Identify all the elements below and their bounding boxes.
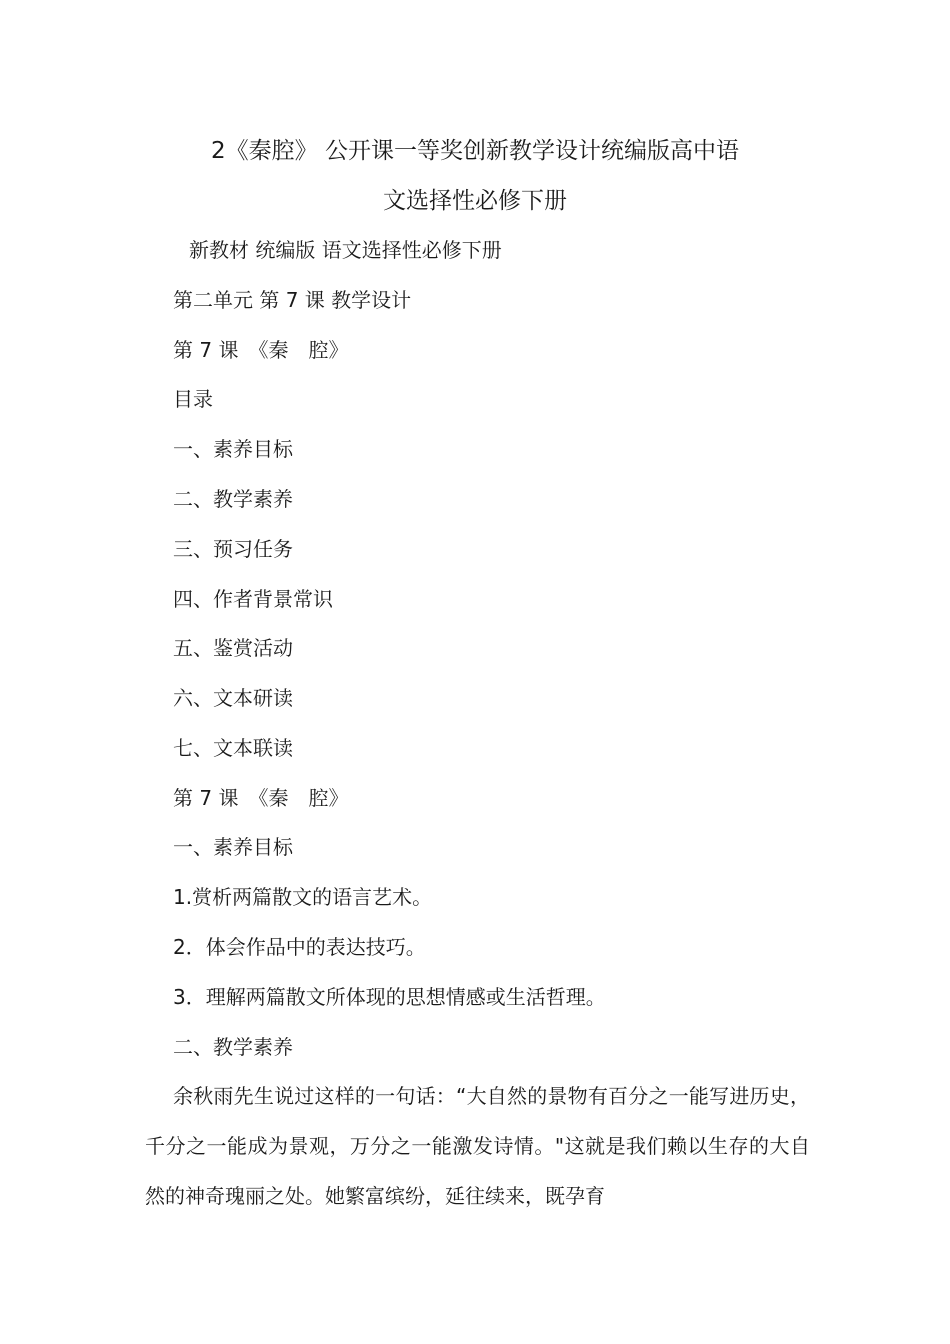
toc-item: 六、文本研读 <box>173 686 293 710</box>
toc-item: 五、鉴赏活动 <box>173 636 293 660</box>
document-title-line-2: 文选择性必修下册 <box>383 188 567 214</box>
lesson-heading-2: 第 7 课 《秦 腔》 <box>173 786 349 810</box>
goal-item: 2．体会作品中的表达技巧。 <box>173 935 426 959</box>
toc-item: 三、预习任务 <box>173 537 293 561</box>
lesson-heading: 第 7 课 《秦 腔》 <box>173 338 349 362</box>
toc-label: 目录 <box>173 387 213 411</box>
toc-item: 四、作者背景常识 <box>173 587 333 611</box>
goal-item: 1.赏析两篇散文的语言艺术。 <box>173 885 433 909</box>
document-subtitle: 新教材 统编版 语文选择性必修下册 <box>189 238 502 262</box>
toc-item: 一、素养目标 <box>173 437 293 461</box>
section-heading: 一、素养目标 <box>173 835 293 859</box>
document-title-line-1: 2《秦腔》 公开课一等奖创新教学设计统编版高中语 <box>211 138 739 164</box>
goal-item: 3．理解两篇散文所体现的思想情感或生活哲理。 <box>173 985 606 1009</box>
body-paragraph: 余秋雨先生说过这样的一句话：“大自然的景物有百分之一能写进历史，千分之一能成为景观，万分之一能激发诗情。"这就是我们赖以生存的大自然的神奇瑰丽之处。她繁富缤纷，延往续来，既孕育 <box>145 1084 810 1208</box>
toc-item: 二、教学素养 <box>173 487 293 511</box>
unit-label: 第二单元 第 7 课 教学设计 <box>173 288 412 312</box>
toc-item: 七、文本联读 <box>173 736 293 760</box>
section-heading: 二、教学素养 <box>173 1035 293 1059</box>
